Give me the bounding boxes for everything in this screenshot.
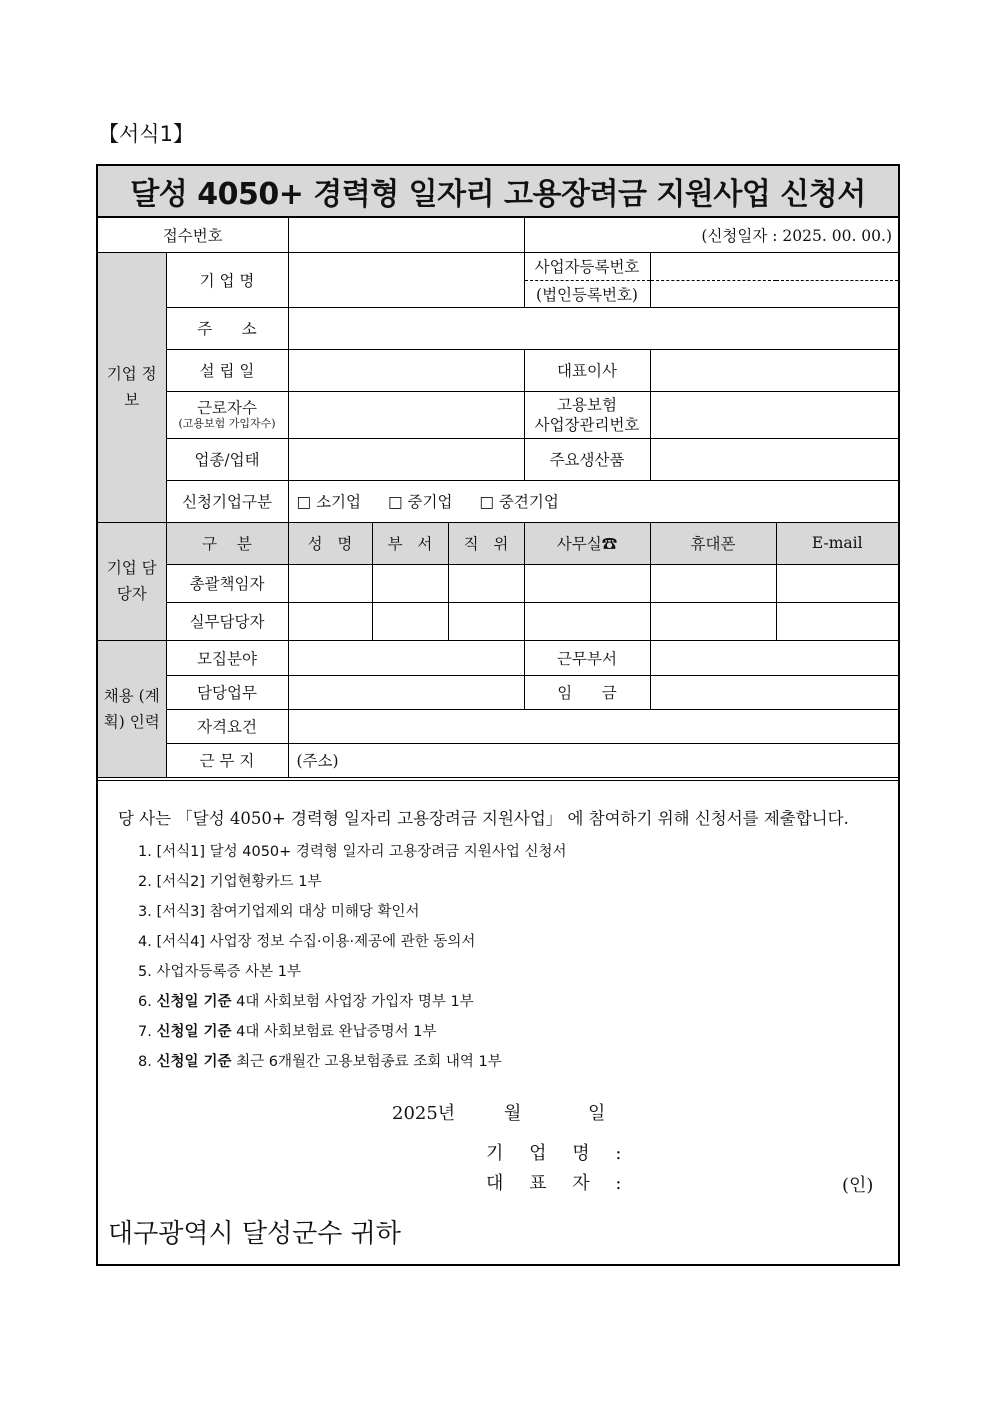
department-input[interactable] — [650, 640, 898, 675]
form-number-tag: 【서식1】 — [98, 122, 194, 146]
address-label: 주 소 — [166, 307, 288, 349]
insurance-no-label-2: 사업장관리번호 — [534, 415, 640, 434]
contact-header-type: 구 분 — [166, 522, 288, 564]
duties-input[interactable] — [288, 675, 524, 709]
list-item: 5. 사업자등록증 사본 1부 — [138, 964, 301, 980]
workplace-input[interactable]: (주소) — [288, 743, 898, 777]
submission-area — [98, 780, 898, 1264]
workplace-label: 근 무 지 — [166, 743, 288, 777]
insurance-no-label — [524, 391, 650, 438]
staff-name-field[interactable] — [288, 602, 372, 640]
qualification-label: 자격요건 — [166, 709, 288, 743]
staff-position-field[interactable] — [448, 602, 524, 640]
insurance-no-label-1: 고용보험 — [557, 395, 617, 414]
submission-statement: 당 사는 「달성 4050+ 경력형 일자리 고용장려금 지원사업」 에 참여하기 위해 신청서를 제출합니다. — [118, 809, 849, 828]
staff-mobile-field[interactable] — [650, 602, 776, 640]
form-title: 달성 4050+ 경력형 일자리 고용장려금 지원사업 신청서 — [98, 166, 898, 218]
contact-row-head: 총괄책임자 — [166, 564, 288, 602]
founded-label: 설 립 일 — [166, 349, 288, 391]
biz-reg-no-field[interactable] — [650, 252, 898, 280]
ceo-label: 대표이사 — [524, 349, 650, 391]
list-item: 3. [서식3] 참여기업제외 대상 미해당 확인서 — [138, 904, 420, 920]
contact-header-email: E-mail — [776, 522, 898, 564]
application-table — [98, 218, 898, 778]
qualification-input[interactable] — [288, 709, 898, 743]
checkbox-medium-company[interactable]: □ 중기업 — [387, 493, 453, 511]
head-email-field[interactable] — [776, 564, 898, 602]
company-type-label: 신청기업구분 — [166, 480, 288, 522]
date-year: 2025년 — [392, 1103, 456, 1124]
checkbox-midsize-company[interactable]: □ 중견기업 — [479, 493, 559, 511]
corp-reg-no-label: (법인등록번호) — [524, 280, 650, 307]
application-date[interactable]: (신청일자 : 2025. 00. 00.) — [524, 218, 898, 252]
head-office-field[interactable] — [524, 564, 650, 602]
founded-field[interactable] — [288, 349, 524, 391]
contact-header-dept: 부 서 — [372, 522, 448, 564]
address-field[interactable] — [288, 307, 898, 349]
section-hiring: 채용 (계획) 인력 — [98, 640, 166, 777]
application-date-line — [392, 1099, 605, 1125]
list-item: 1. [서식1] 달성 4050+ 경력형 일자리 고용장려금 지원사업 신청서 — [138, 844, 567, 860]
duties-label: 담당업무 — [166, 675, 288, 709]
date-day: 일 — [588, 1103, 606, 1124]
industry-label: 업종/업태 — [166, 438, 288, 480]
contact-header-office-phone: 사무실☎ — [524, 522, 650, 564]
addressee: 대구광역시 달성군수 귀하 — [108, 1219, 401, 1249]
company-name-field[interactable] — [288, 252, 524, 307]
employees-title: 근로자수 — [197, 399, 257, 417]
list-item: 2. [서식2] 기업현황카드 1부 — [138, 874, 322, 890]
checkbox-small-company[interactable]: □ 소기업 — [296, 493, 361, 511]
department-label: 근무부서 — [524, 640, 650, 675]
employees-field[interactable] — [288, 391, 524, 438]
corp-reg-no-field[interactable] — [650, 280, 898, 307]
attached-documents-list — [138, 837, 566, 1077]
seal-mark: (인) — [842, 1175, 874, 1196]
wage-input[interactable] — [650, 675, 898, 709]
application-form — [96, 164, 900, 1266]
contact-row-staff: 실무담당자 — [166, 602, 288, 640]
date-month: 월 — [504, 1103, 522, 1124]
receipt-number-field[interactable] — [288, 218, 524, 252]
main-products-label: 주요생산품 — [524, 438, 650, 480]
insurance-no-field[interactable] — [650, 391, 898, 438]
contact-header-position: 직 위 — [448, 522, 524, 564]
industry-field[interactable] — [288, 438, 524, 480]
main-products-field[interactable] — [650, 438, 898, 480]
biz-reg-no-label: 사업자등록번호 — [524, 252, 650, 280]
wage-label: 임 금 — [524, 675, 650, 709]
section-contact: 기업 담당자 — [98, 522, 166, 640]
staff-dept-field[interactable] — [372, 602, 448, 640]
head-position-field[interactable] — [448, 564, 524, 602]
staff-office-field[interactable] — [524, 602, 650, 640]
contact-header-name: 성 명 — [288, 522, 372, 564]
list-item: 6. 신청일 기준 4대 사회보험 사업장 가입자 명부 1부 — [138, 994, 474, 1010]
signature-representative-label: 대 표 자 : — [486, 1173, 632, 1194]
company-type-options — [288, 480, 898, 522]
section-company-info: 기업 정보 — [98, 252, 166, 522]
head-mobile-field[interactable] — [650, 564, 776, 602]
contact-header-mobile: 휴대폰 — [650, 522, 776, 564]
staff-email-field[interactable] — [776, 602, 898, 640]
employees-label — [166, 391, 288, 438]
field-input[interactable] — [288, 640, 524, 675]
head-name-field[interactable] — [288, 564, 372, 602]
list-item: 4. [서식4] 사업장 정보 수집·이용·제공에 관한 동의서 — [138, 934, 476, 950]
employees-note: (고용보험 가입자수) — [178, 417, 276, 430]
list-item: 7. 신청일 기준 4대 사회보험료 완납증명서 1부 — [138, 1024, 437, 1040]
receipt-number-label: 접수번호 — [98, 218, 288, 252]
head-dept-field[interactable] — [372, 564, 448, 602]
ceo-field[interactable] — [650, 349, 898, 391]
signature-company-label: 기 업 명 : — [486, 1143, 632, 1164]
list-item: 8. 신청일 기준 최근 6개월간 고용보험종료 조회 내역 1부 — [138, 1054, 502, 1070]
field-label: 모집분야 — [166, 640, 288, 675]
company-name-label: 기 업 명 — [166, 252, 288, 307]
